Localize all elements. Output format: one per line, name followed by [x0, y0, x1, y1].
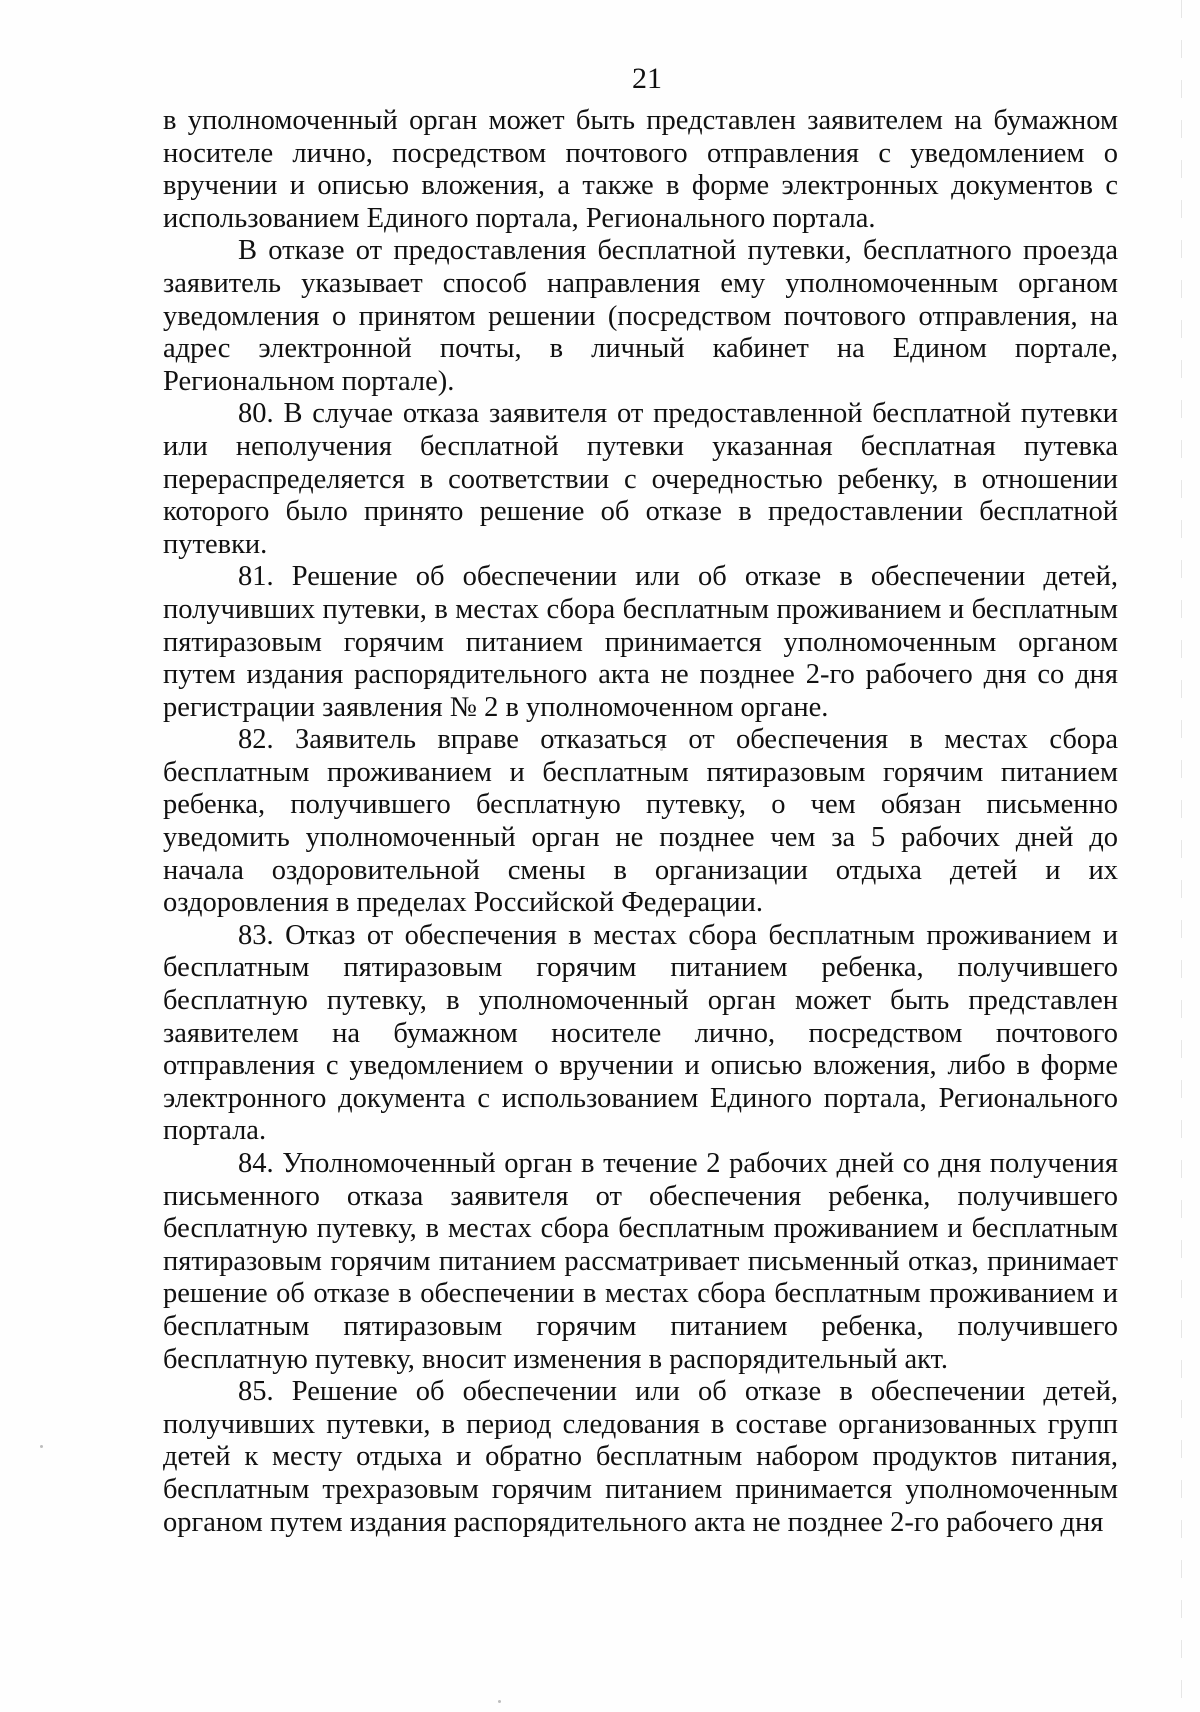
scan-speck: [40, 1445, 43, 1448]
paragraph-refusal-notice: В отказе от предоставления бесплатной путевки, бесплатного проезда заявитель указывает способ направления ему уполномоченным органом уведомления о принятом решении (посредством почтового отправления, на адрес электронной почты, в личный кабинет на Едином портале, Региональном портале).: [163, 235, 1118, 397]
scan-edge-mark: [1181, 0, 1182, 1712]
paragraph-continuation: в уполномоченный орган может быть представлен заявителем на бумажном носителе лично, посредством почтового отправления с уведомлением о вручении и описью вложения, а также в форме электронных документов с использованием Единого портала, Регионального портала.: [163, 105, 1118, 234]
paragraph-84: 84. Уполномоченный орган в течение 2 рабочих дней со дня получения письменного отказа заявителя от обеспечения ребенка, получившего бесплатную путевку, в местах сбора бесплатным проживанием и бесплатным пятиразовым горячим питанием рассматривает письменный отказ, принимает решение об отказе в обеспечении в местах сбора бесплатным проживанием и бесплатным пятиразовым горячим питанием ребенка, получившего бесплатную путевку, вносит изменения в распорядительный акт.: [163, 1148, 1118, 1375]
paragraph-85: 85. Решение об обеспечении или об отказе в обеспечении детей, получивших путевки, в период следования в составе организованных групп детей к месту отдыха и обратно бесплатным набором продуктов питания, бесплатным трехразовым горячим питанием принимается уполномоченным органом путем издания распорядительного акта не позднее 2-го рабочего дня: [163, 1376, 1118, 1538]
paragraph-83: 83. Отказ от обеспечения в местах сбора бесплатным проживанием и бесплатным пятиразовым горячим питанием ребенка, получившего бесплатную путевку, в уполномоченный орган может быть представлен заявителем на бумажном носителе лично, посредством почтового отправления с уведомлением о вручении и описью вложения, либо в форме электронного документа с использованием Единого портала, Регионального портала.: [163, 919, 1118, 1147]
scan-speck: [498, 1700, 501, 1703]
page-number: 21: [632, 62, 662, 95]
paragraph-82: 82. Заявитель вправе отказаться от обеспечения в местах сбора бесплатным проживанием и бесплатным пятиразовым горячим питанием ребенка, получившего бесплатную путевку, о чем обязан письменно уведомить уполномоченный орган не позднее чем за 5 рабочих дней до начала оздоровительной смены в организации отдыха детей и их оздоровления в пределах Российской Федерации.: [163, 724, 1118, 919]
document-body: [163, 105, 1118, 1539]
paragraph-81: 81. Решение об обеспечении или об отказе в обеспечении детей, получивших путевки, в местах сбора бесплатным проживанием и бесплатным пятиразовым горячим питанием принимается уполномоченным органом путем издания распорядительного акта не позднее 2-го рабочего дня со дня регистрации заявления № 2 в уполномоченном органе.: [163, 561, 1118, 723]
paragraph-80: 80. В случае отказа заявителя от предоставленной бесплатной путевки или неполучения бесплатной путевки указанная бесплатная путевка перераспределяется в соответствии с очередностью ребенку, в отношении которого было принято решение об отказе в предоставлении бесплатной путевки.: [163, 398, 1118, 560]
